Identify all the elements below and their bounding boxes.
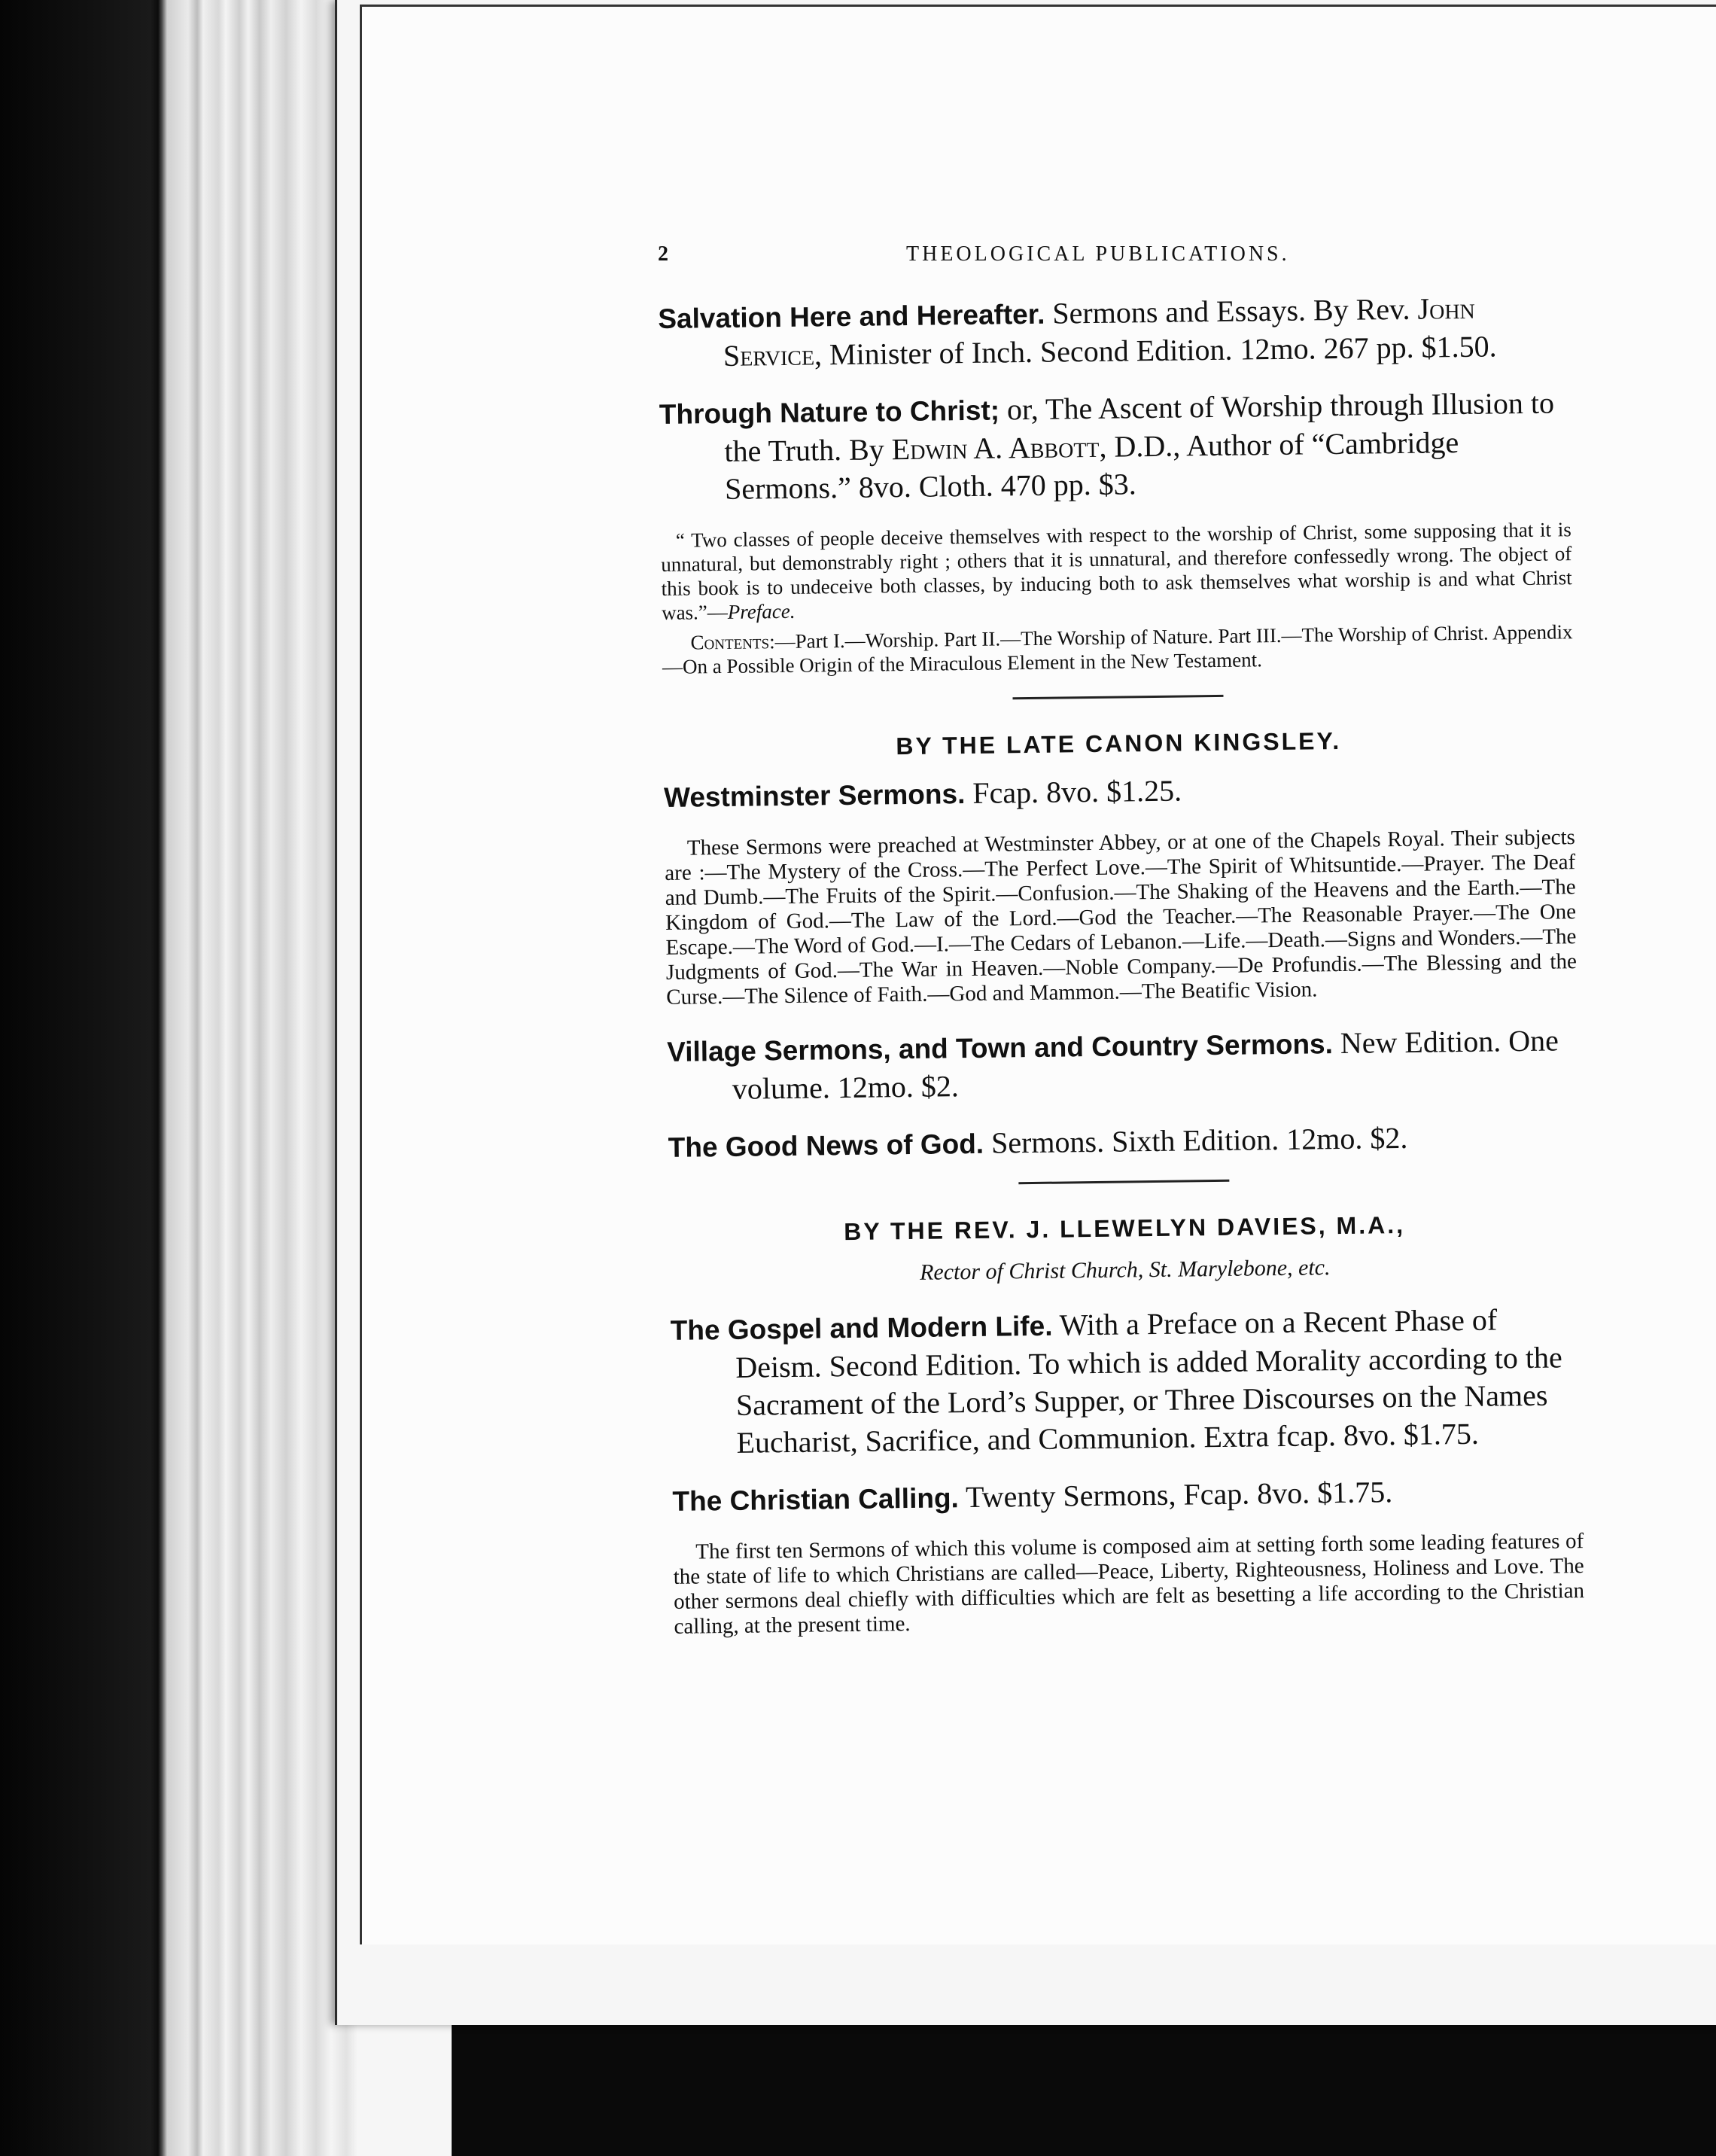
westminster-description: These Sermons were preached at Westminster Abbey, or at one of the Chapels Royal. Their subjects are :—The Mystery of the Cross.—The Perfect Love.—The Spirit of Whitsuntide.—Prayer. The Deaf and Dumb.—The Fruits of the Spirit.—Confusion.—The Shaking of the Heavens and the Earth.—The Kingdom of God.—The Law of the Lord.—God the Teacher.—The Reasonable Prayer.—The One Escape.—The Word of God.—I.—The Cedars of Lebanon.—Life.—Death.—Signs and Wonders.—The Judgments of God.—The War in Heaven.—Noble Company.—De Profundis.—The Blessing and the Curse.—The Silence of Faith.—God and Mammon.—The Beatific Vision.	[665, 825, 1578, 1009]
entry-title: The Gospel and Modern Life.	[670, 1310, 1053, 1346]
entry-title: Village Sermons, and Town and Country Sermons.	[666, 1028, 1334, 1067]
page-content	[658, 288, 1585, 1662]
page-number: 2	[658, 242, 671, 266]
section-subtitle: Rector of Christ Church, St. Marylebone, etc.	[919, 1255, 1331, 1285]
divider	[1012, 695, 1223, 699]
entry-text: Sermons and Essays. By Rev.	[1045, 291, 1418, 330]
section-heading-kingsley: BY THE LATE CANON KINGSLEY.	[896, 726, 1342, 760]
entry-title: The Good News of God.	[668, 1128, 984, 1163]
entry-westminster	[664, 767, 1575, 817]
entry-text: New Edition. One volume. 12mo. $2.	[732, 1023, 1559, 1106]
entry-text: Fcap. 8vo. $1.25.	[965, 773, 1182, 811]
quote-source: Preface.	[727, 599, 796, 623]
entry-text: , D.D., Author of “Cambridge Sermons.” 8vo. Cloth. 470 pp. $3.	[724, 425, 1459, 506]
divider	[1018, 1180, 1229, 1184]
entry-author: Edwin A. Abbott	[891, 429, 1100, 467]
entry-gospel	[670, 1300, 1582, 1463]
entry-text: , Minister of Inch. Second Edition. 12mo. 267 pp. $1.50.	[814, 329, 1497, 372]
entry-title: Westminster Sermons.	[663, 778, 966, 813]
running-title: THEOLOGICAL PUBLICATIONS.	[906, 242, 1290, 266]
entry-through-nature	[659, 384, 1571, 509]
contents-label: Contents	[690, 630, 770, 654]
entry-title: Salvation Here and Hereafter.	[658, 298, 1045, 334]
contents-list	[662, 620, 1573, 679]
contents-text: :—Part I.—Worship. Part II.—The Worship of Nature. Part III.—The Worship of Christ. Appendix—On a Possible Origin of the Miraculous Element in the New Testament.	[662, 620, 1573, 678]
entry-text: Sermons. Sixth Edition. 12mo. $2.	[983, 1120, 1408, 1160]
entry-salvation	[658, 288, 1569, 376]
entry-author: John Service	[723, 291, 1475, 373]
section-heading-davies: BY THE REV. J. LLEWELYN DAVIES, M.A.,	[844, 1210, 1406, 1246]
entry-title: Through Nature to Christ;	[659, 394, 1000, 430]
entry-text: With a Preface on a Recent Phase of Deism. Second Edition. To which is added Morality according to the Sacrament of the Lord’s Supper, or Three Discourses on the Names Eucharist, Sacrifice, and Communion. Extra fcap. 8vo. $1.75.	[735, 1302, 1563, 1460]
entry-text: or, The Ascent of Worship through Illusion to the Truth. By	[724, 385, 1555, 468]
entry-text: Twenty Sermons, Fcap. 8vo. $1.75.	[958, 1475, 1393, 1515]
preface-quote	[661, 517, 1572, 625]
entry-good-news	[668, 1117, 1579, 1167]
quote-text: “ Two classes of people deceive themselves with respect to the worship of Christ, some supposing that it is unnatural, but demonstrably right ; others that it is unnatural, and therefore confessedly wrong. The object of this book is to undeceive both classes, by inducing both to ask themselves what worship is and what Christ was.”—	[661, 518, 1572, 624]
entry-calling	[672, 1471, 1584, 1521]
calling-description: The first ten Sermons of which this volume is composed aim at setting forth some leading features of the state of life to which Christians are called—Peace, Liberty, Righteousness, Holiness and Love. The other sermons deal chiefly with difficulties which are felt as besetting a life according to the Christian calling, at the present time.	[673, 1529, 1585, 1639]
entry-title: The Christian Calling.	[672, 1482, 960, 1517]
entry-village	[667, 1022, 1578, 1109]
